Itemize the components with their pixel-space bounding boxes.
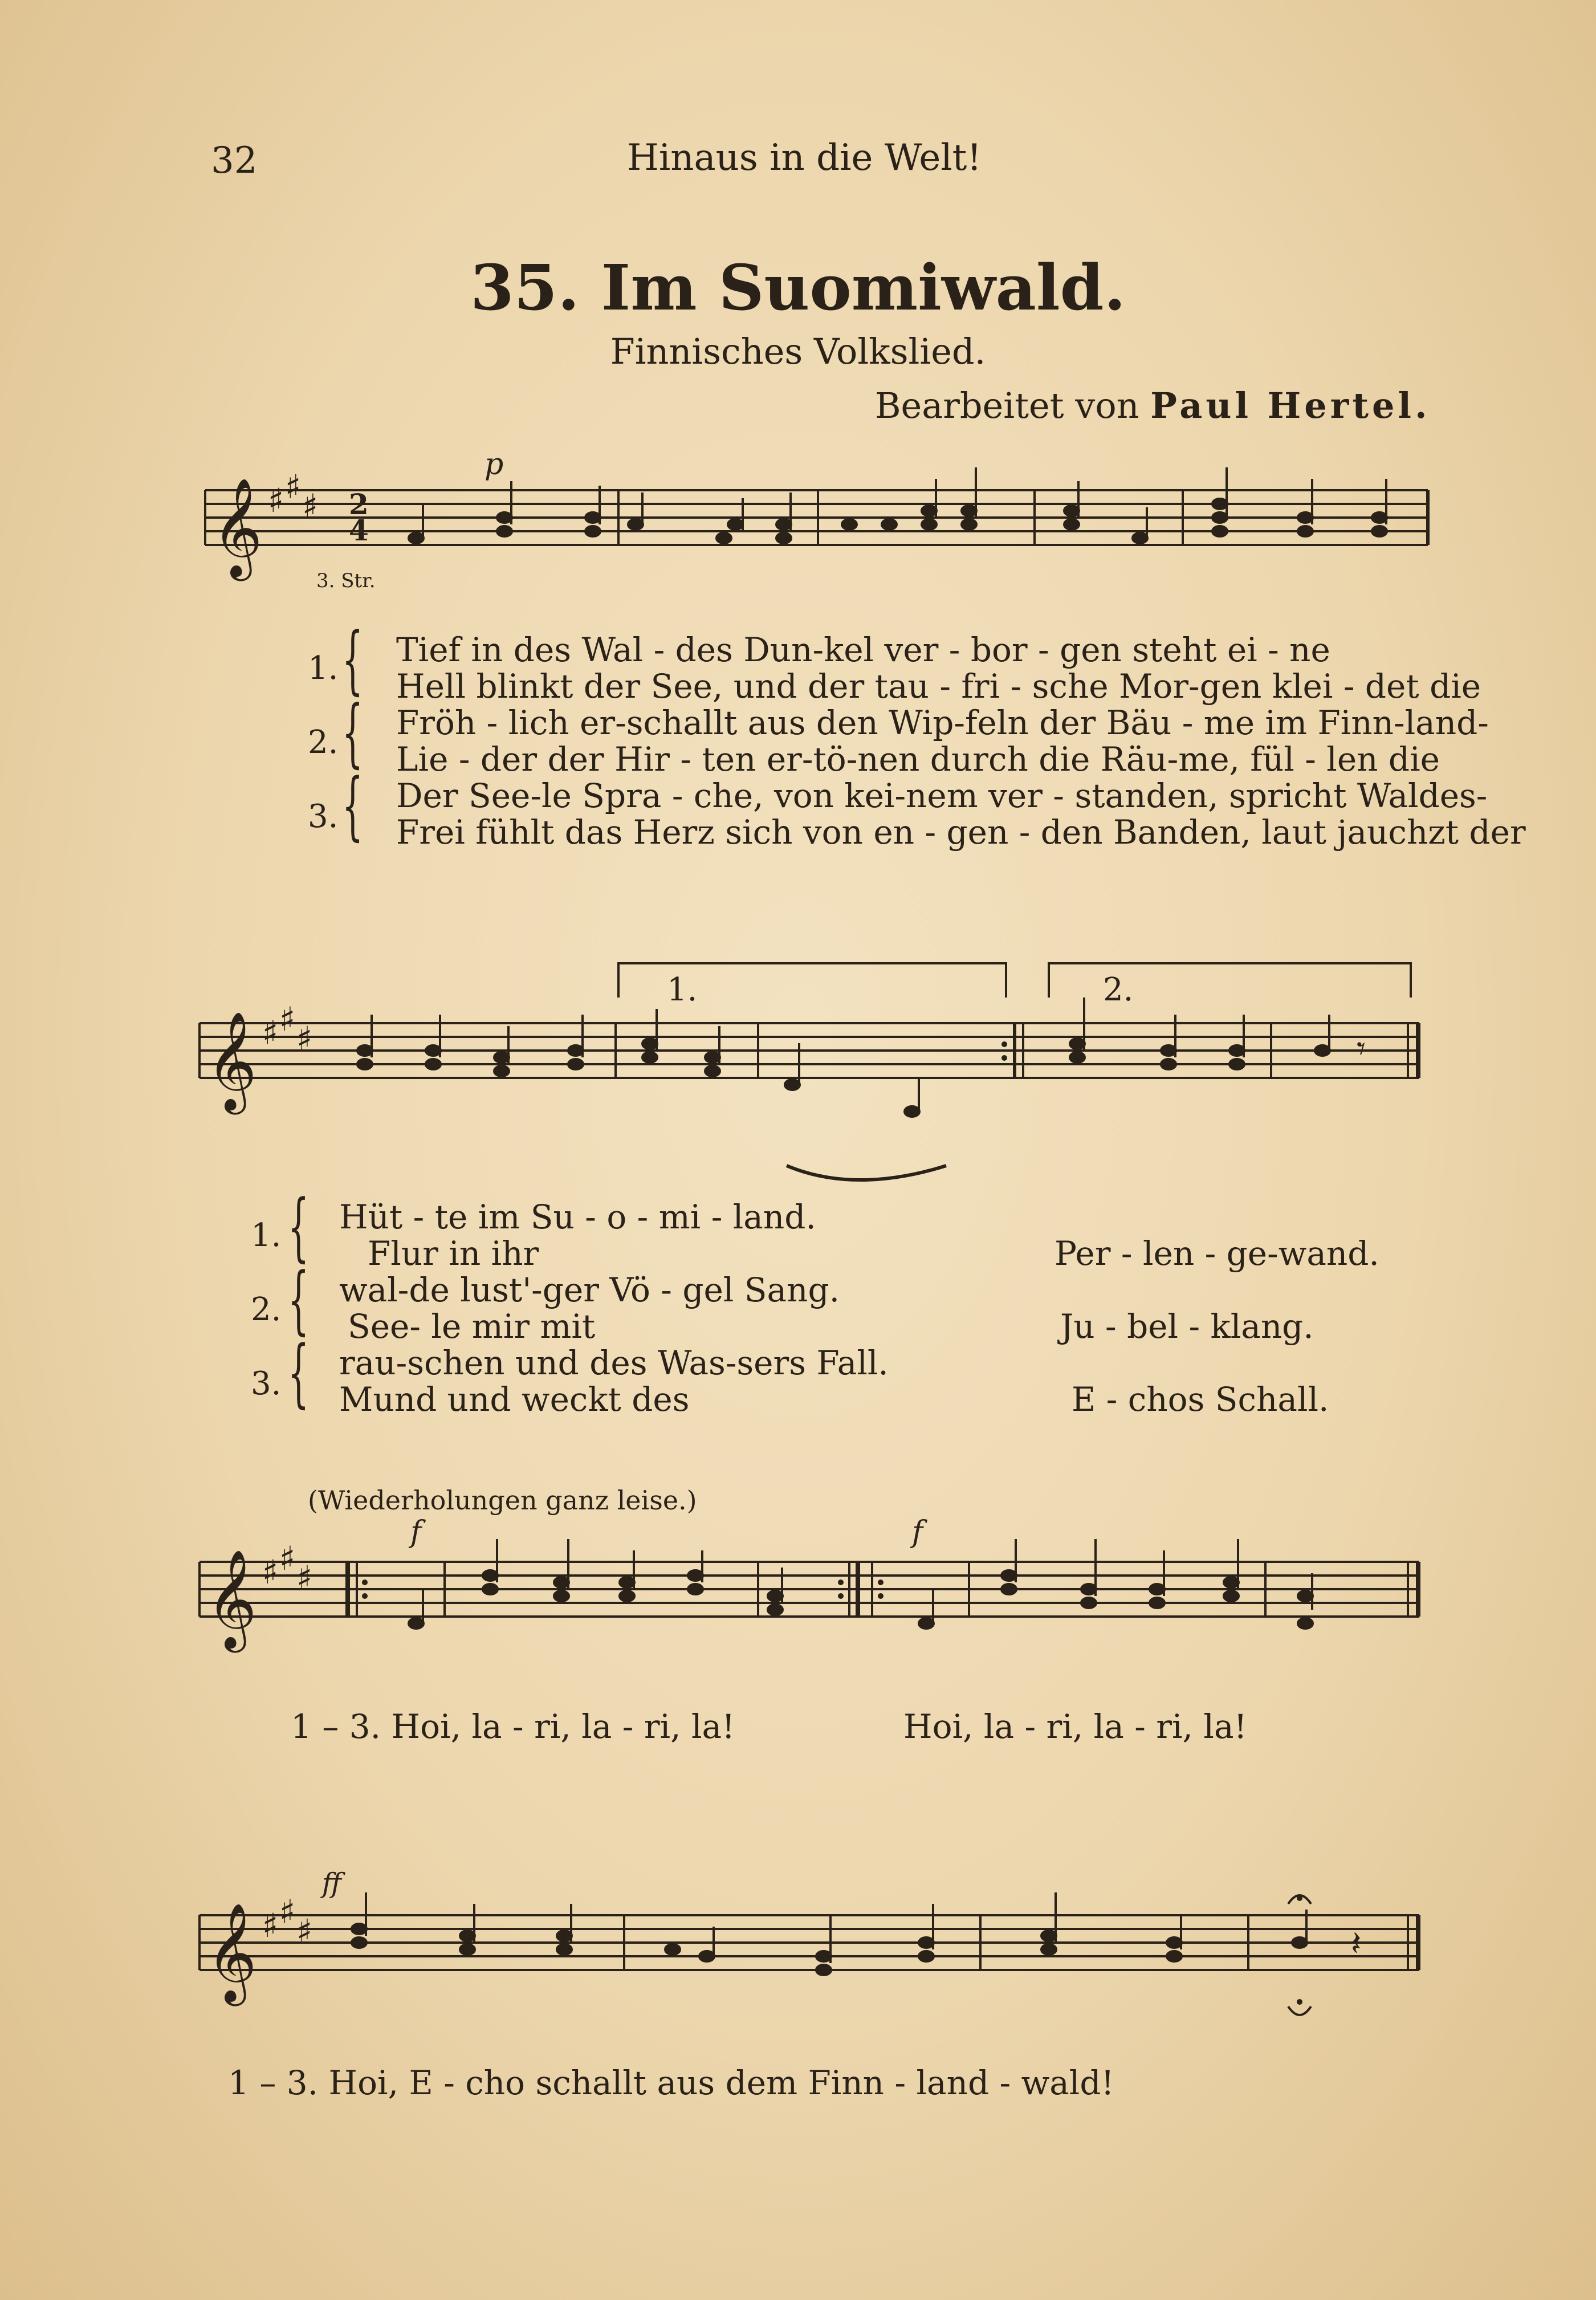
lyric-line: Ju - bel - klang.: [1060, 1307, 1314, 1346]
treble-clef-icon: 𝄞: [212, 478, 263, 577]
arranger-name: Paul Hertel.: [1150, 385, 1431, 426]
time-signature-bottom: 4: [349, 514, 369, 547]
treble-clef-icon: 𝄞: [206, 1903, 257, 2002]
rest-icon: 𝄽: [1351, 1924, 1362, 1964]
brace-icon: {: [288, 1329, 310, 1416]
svg-text:♯: ♯: [279, 1539, 296, 1578]
arranger-prefix: Bearbeitet von: [875, 385, 1139, 426]
volta-1-label: 1.: [667, 971, 698, 1008]
lyric-line: Flur in ihr: [368, 1234, 539, 1273]
svg-text:♯: ♯: [279, 1892, 296, 1931]
svg-text:♯: ♯: [296, 1019, 313, 1058]
verse-number: 2.: [308, 724, 339, 761]
brace-icon: {: [342, 762, 364, 849]
svg-text:♯: ♯: [285, 467, 302, 506]
treble-clef-icon: 𝄞: [206, 1011, 257, 1110]
dynamic-fortissimo: ff: [322, 1870, 342, 1899]
verse-number: 3.: [308, 798, 339, 835]
music-staff-4: [0, 1870, 1596, 2052]
brace-icon: {: [288, 1256, 310, 1343]
svg-text:♯: ♯: [296, 1912, 313, 1951]
svg-text:♯: ♯: [262, 1013, 279, 1052]
music-staff-2: [0, 946, 1596, 1208]
running-title: Hinaus in die Welt!: [627, 137, 982, 179]
verse-number: 1.: [251, 1217, 282, 1254]
svg-text:♯: ♯: [296, 1558, 313, 1597]
verses-system-2: [251, 1183, 1391, 1422]
song-subtitle: Finnisches Volkslied.: [610, 331, 986, 372]
volta-2-label: 2.: [1103, 971, 1134, 1008]
performance-instruction: (Wiederholungen ganz leise.): [308, 1485, 697, 1516]
svg-text:♯: ♯: [268, 481, 284, 520]
dynamic-forte: f: [912, 1516, 923, 1549]
lyric-line: Tief in des Wal - des Dun-kel ver - bor - gen steht ei - ne: [396, 630, 1330, 669]
lyric-line: Mund und weckt des: [339, 1380, 690, 1419]
lyric-line: E - chos Schall.: [1072, 1380, 1329, 1419]
svg-text:♯: ♯: [262, 1906, 279, 1945]
treble-clef-icon: 𝄞: [206, 1549, 257, 1648]
verse-number: 3.: [251, 1365, 282, 1402]
lyric-line: rau-schen und des Was-sers Fall.: [339, 1344, 889, 1382]
lyric-line: Der See-le Spra - che, von kei-nem ver - standen, spricht Waldes-: [396, 776, 1488, 815]
lyric-line: Lie - der der Hir - ten er-tö-nen durch die Räu-me, fül - len die: [396, 740, 1440, 779]
lyric-line: Per - len - ge-wand.: [1054, 1234, 1379, 1273]
final-lyric: 1 – 3. Hoi, E - cho schallt aus dem Finn - land - wald!: [228, 2063, 1114, 2102]
brace-icon: {: [342, 616, 364, 703]
music-staff-1: [0, 445, 1596, 627]
verse-number: 2.: [251, 1291, 282, 1328]
lyric-line: Fröh - lich er-schallt aus den Wip-feln der Bäu - me im Finn-land-: [396, 703, 1489, 742]
refrain-lyric-b: Hoi, la - ri, la - ri, la!: [903, 1707, 1247, 1746]
lyric-line: wal-de lust'-ger Vö - gel Sang.: [339, 1271, 840, 1309]
svg-text:♯: ♯: [279, 1000, 296, 1039]
svg-text:♯: ♯: [302, 487, 319, 526]
svg-text:♯: ♯: [262, 1553, 279, 1591]
lyric-line: Hüt - te im Su - o - mi - land.: [339, 1198, 816, 1236]
lyric-line: Hell blinkt der See, und der tau - fri - sche Mor-gen klei - det die: [396, 667, 1481, 706]
dynamic-forte: f: [410, 1516, 422, 1549]
verse-number: 1.: [308, 650, 339, 687]
time-signature-top: 2: [349, 487, 369, 521]
arranger-credit: [875, 385, 1431, 426]
lyric-line: Frei fühlt das Herz sich von en - gen - den Banden, laut jauchzt der: [396, 813, 1526, 852]
rest-icon: 𝄾: [1357, 1029, 1366, 1069]
dynamic-piano: p: [484, 447, 504, 482]
refrain-lyric-a: 1 – 3. Hoi, la - ri, la - ri, la!: [291, 1707, 735, 1746]
page-number: 32: [211, 140, 258, 182]
lyric-line: See- le mir mit: [348, 1307, 596, 1346]
music-staff-3: [0, 1516, 1596, 1699]
brace-icon: {: [288, 1183, 310, 1270]
song-title: 35. Im Suomiwald.: [470, 251, 1126, 324]
brace-icon: {: [342, 689, 364, 776]
strophe-marker: 3. Str.: [316, 569, 376, 592]
